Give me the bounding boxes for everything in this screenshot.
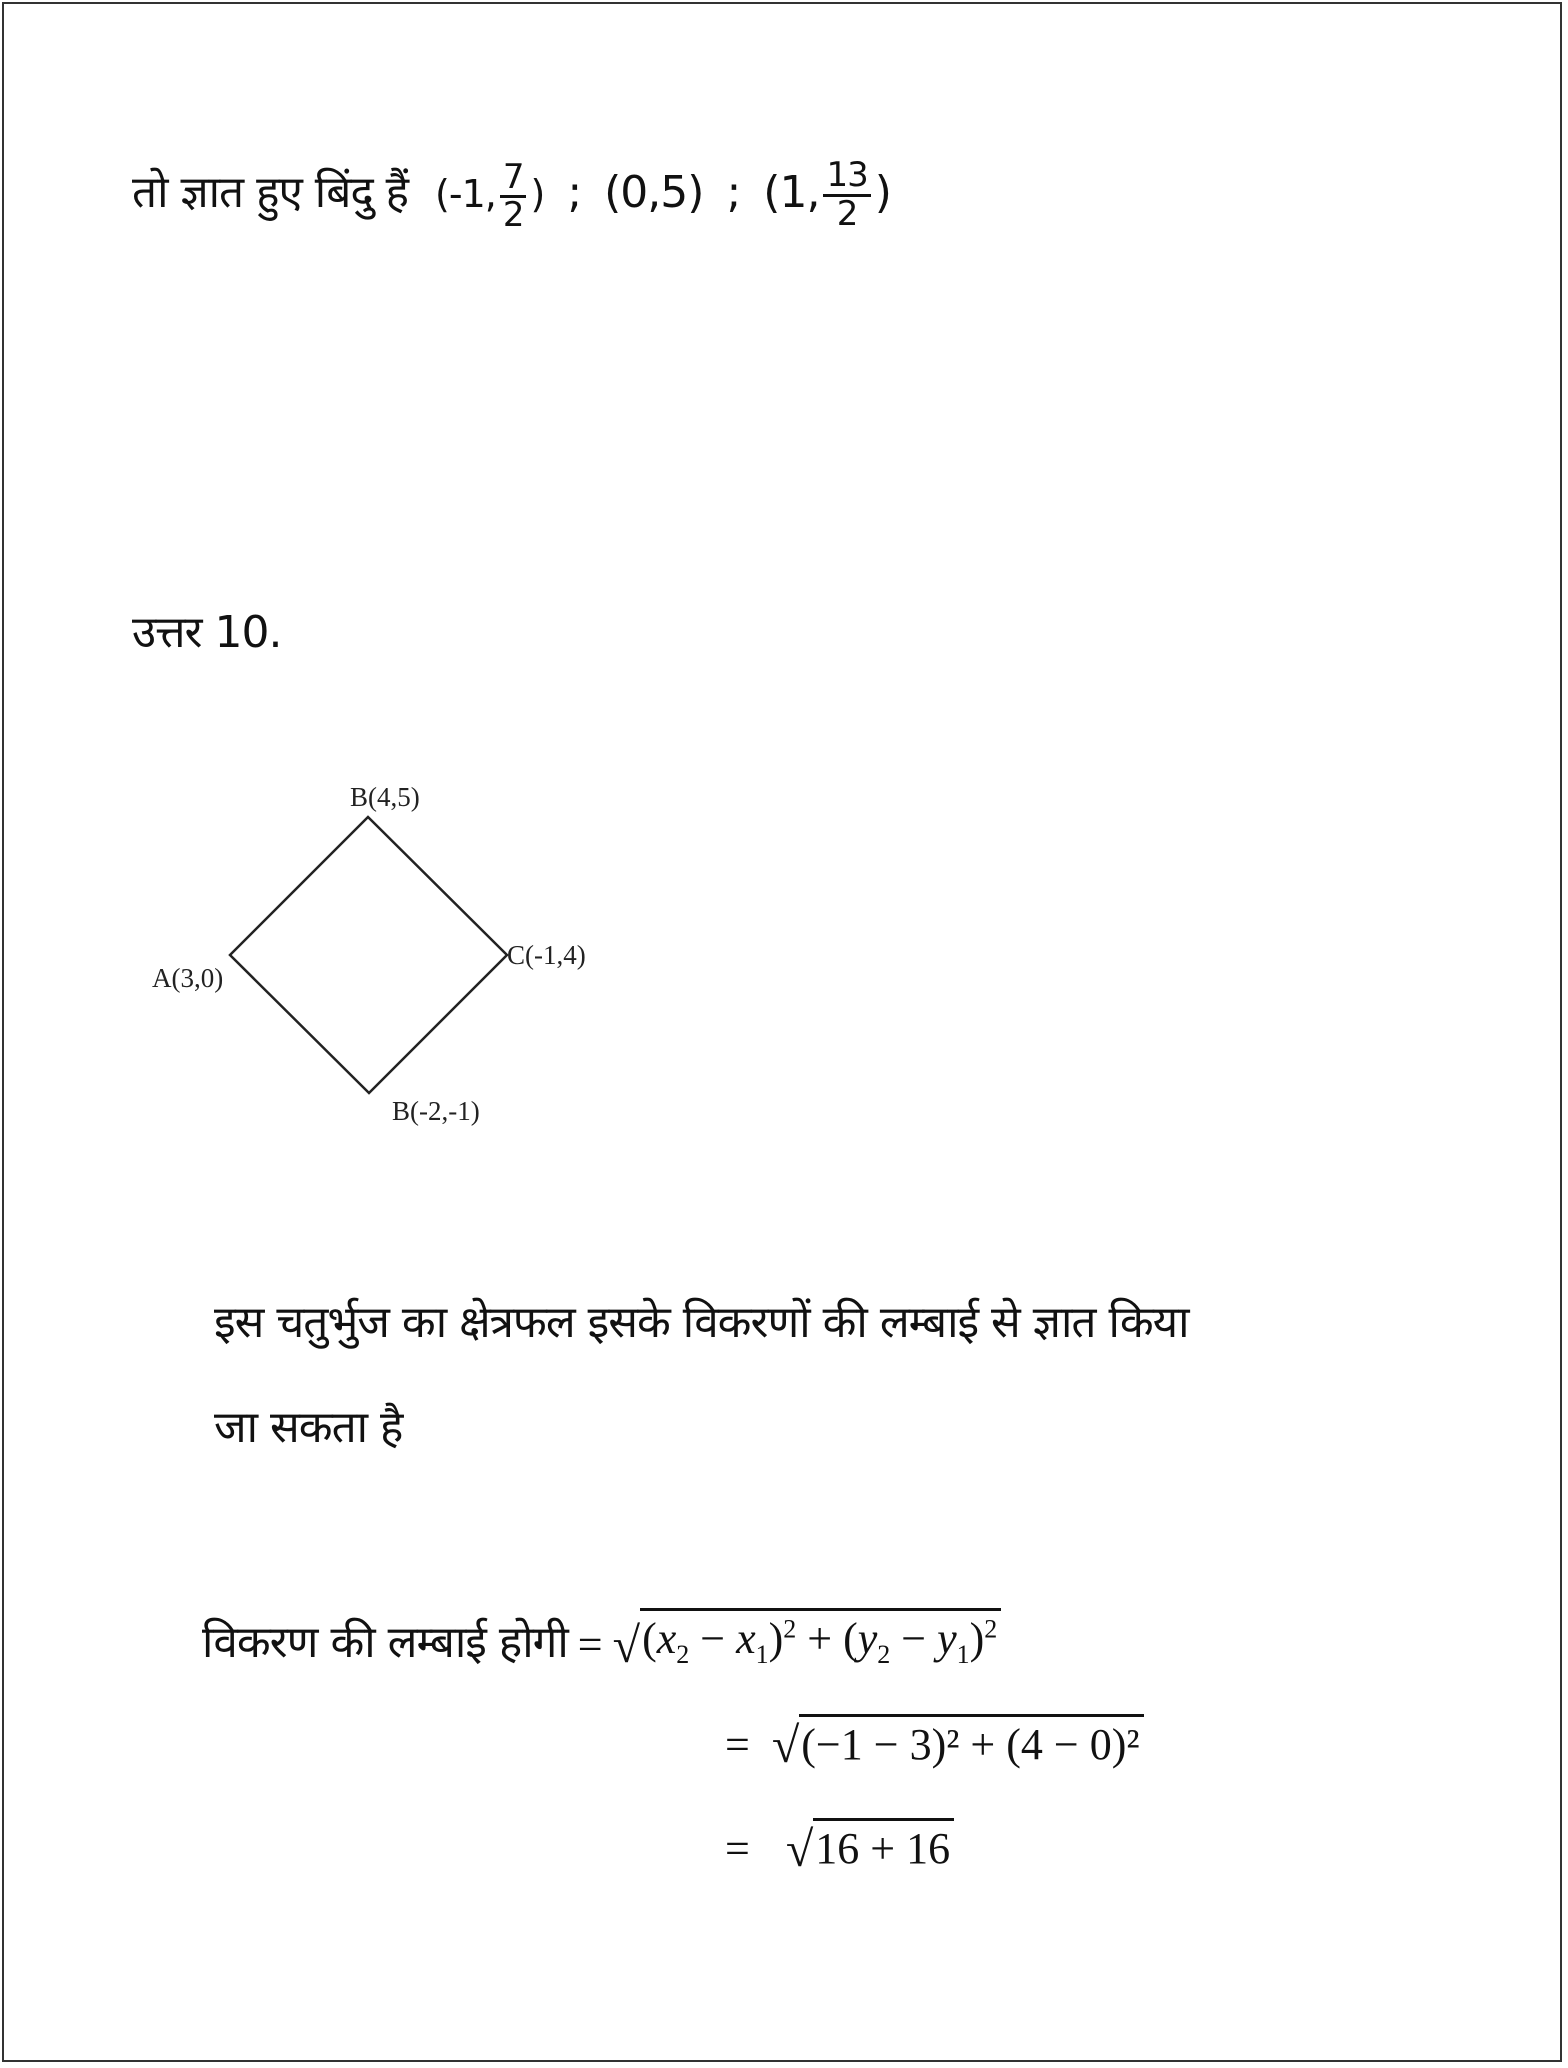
sqrt-icon: √ xyxy=(785,1821,814,1877)
paragraph-line-2: जा सकता है xyxy=(214,1402,403,1453)
point-1-open: (-1, xyxy=(435,172,496,217)
denominator: 2 xyxy=(502,195,524,236)
point-1-close: ) xyxy=(530,172,545,217)
quadrilateral-shape xyxy=(230,817,507,1093)
separator: ; xyxy=(567,167,582,219)
vertex-label-a: A(3,0) xyxy=(152,963,224,993)
intro-text: तो ज्ञात हुए बिंदु हैं xyxy=(132,167,409,219)
point-2: (0,5) xyxy=(604,167,704,219)
vertex-label-c: C(-1,4) xyxy=(507,940,586,970)
paragraph-line-1: इस चतुर्भुज का क्षेत्रफल इसके विकरणों की लम्बाई से ज्ञात किया xyxy=(214,1297,1189,1348)
radicand: (−1 − 3)² + (4 − 0)² xyxy=(799,1714,1143,1770)
equation-line-3 xyxy=(725,1818,954,1877)
sum-formula xyxy=(785,1818,954,1877)
equals-sign: = xyxy=(577,1619,603,1669)
substituted-formula xyxy=(771,1714,1144,1773)
equals-sign: = xyxy=(725,1824,750,1873)
sqrt-icon: √ xyxy=(612,1616,641,1673)
equation-label: विकरण की लम्बाई होगी xyxy=(202,1616,568,1668)
equals-sign: = xyxy=(725,1720,750,1769)
point-3-open: (1, xyxy=(763,167,820,219)
vertex-label-top: B(4,5) xyxy=(350,782,420,812)
point-3-close: ) xyxy=(874,167,891,219)
answer-heading: उत्तर 10. xyxy=(132,607,282,658)
sqrt-icon: √ xyxy=(771,1717,800,1773)
vertex-label-bottom: B(-2,-1) xyxy=(392,1096,480,1126)
numerator: 7 xyxy=(500,160,527,199)
denominator: 2 xyxy=(836,193,858,234)
distance-formula: √ $(x_2 - x_1)^2 + (y_2 - y_1)^2$ xyxy=(613,1608,1002,1670)
radicand: 16 + 16 xyxy=(813,1818,954,1874)
equation-line-2 xyxy=(725,1714,1144,1773)
numerator: 13 xyxy=(823,158,870,197)
equation-line-1 xyxy=(202,1608,1001,1673)
separator: ; xyxy=(726,167,741,219)
